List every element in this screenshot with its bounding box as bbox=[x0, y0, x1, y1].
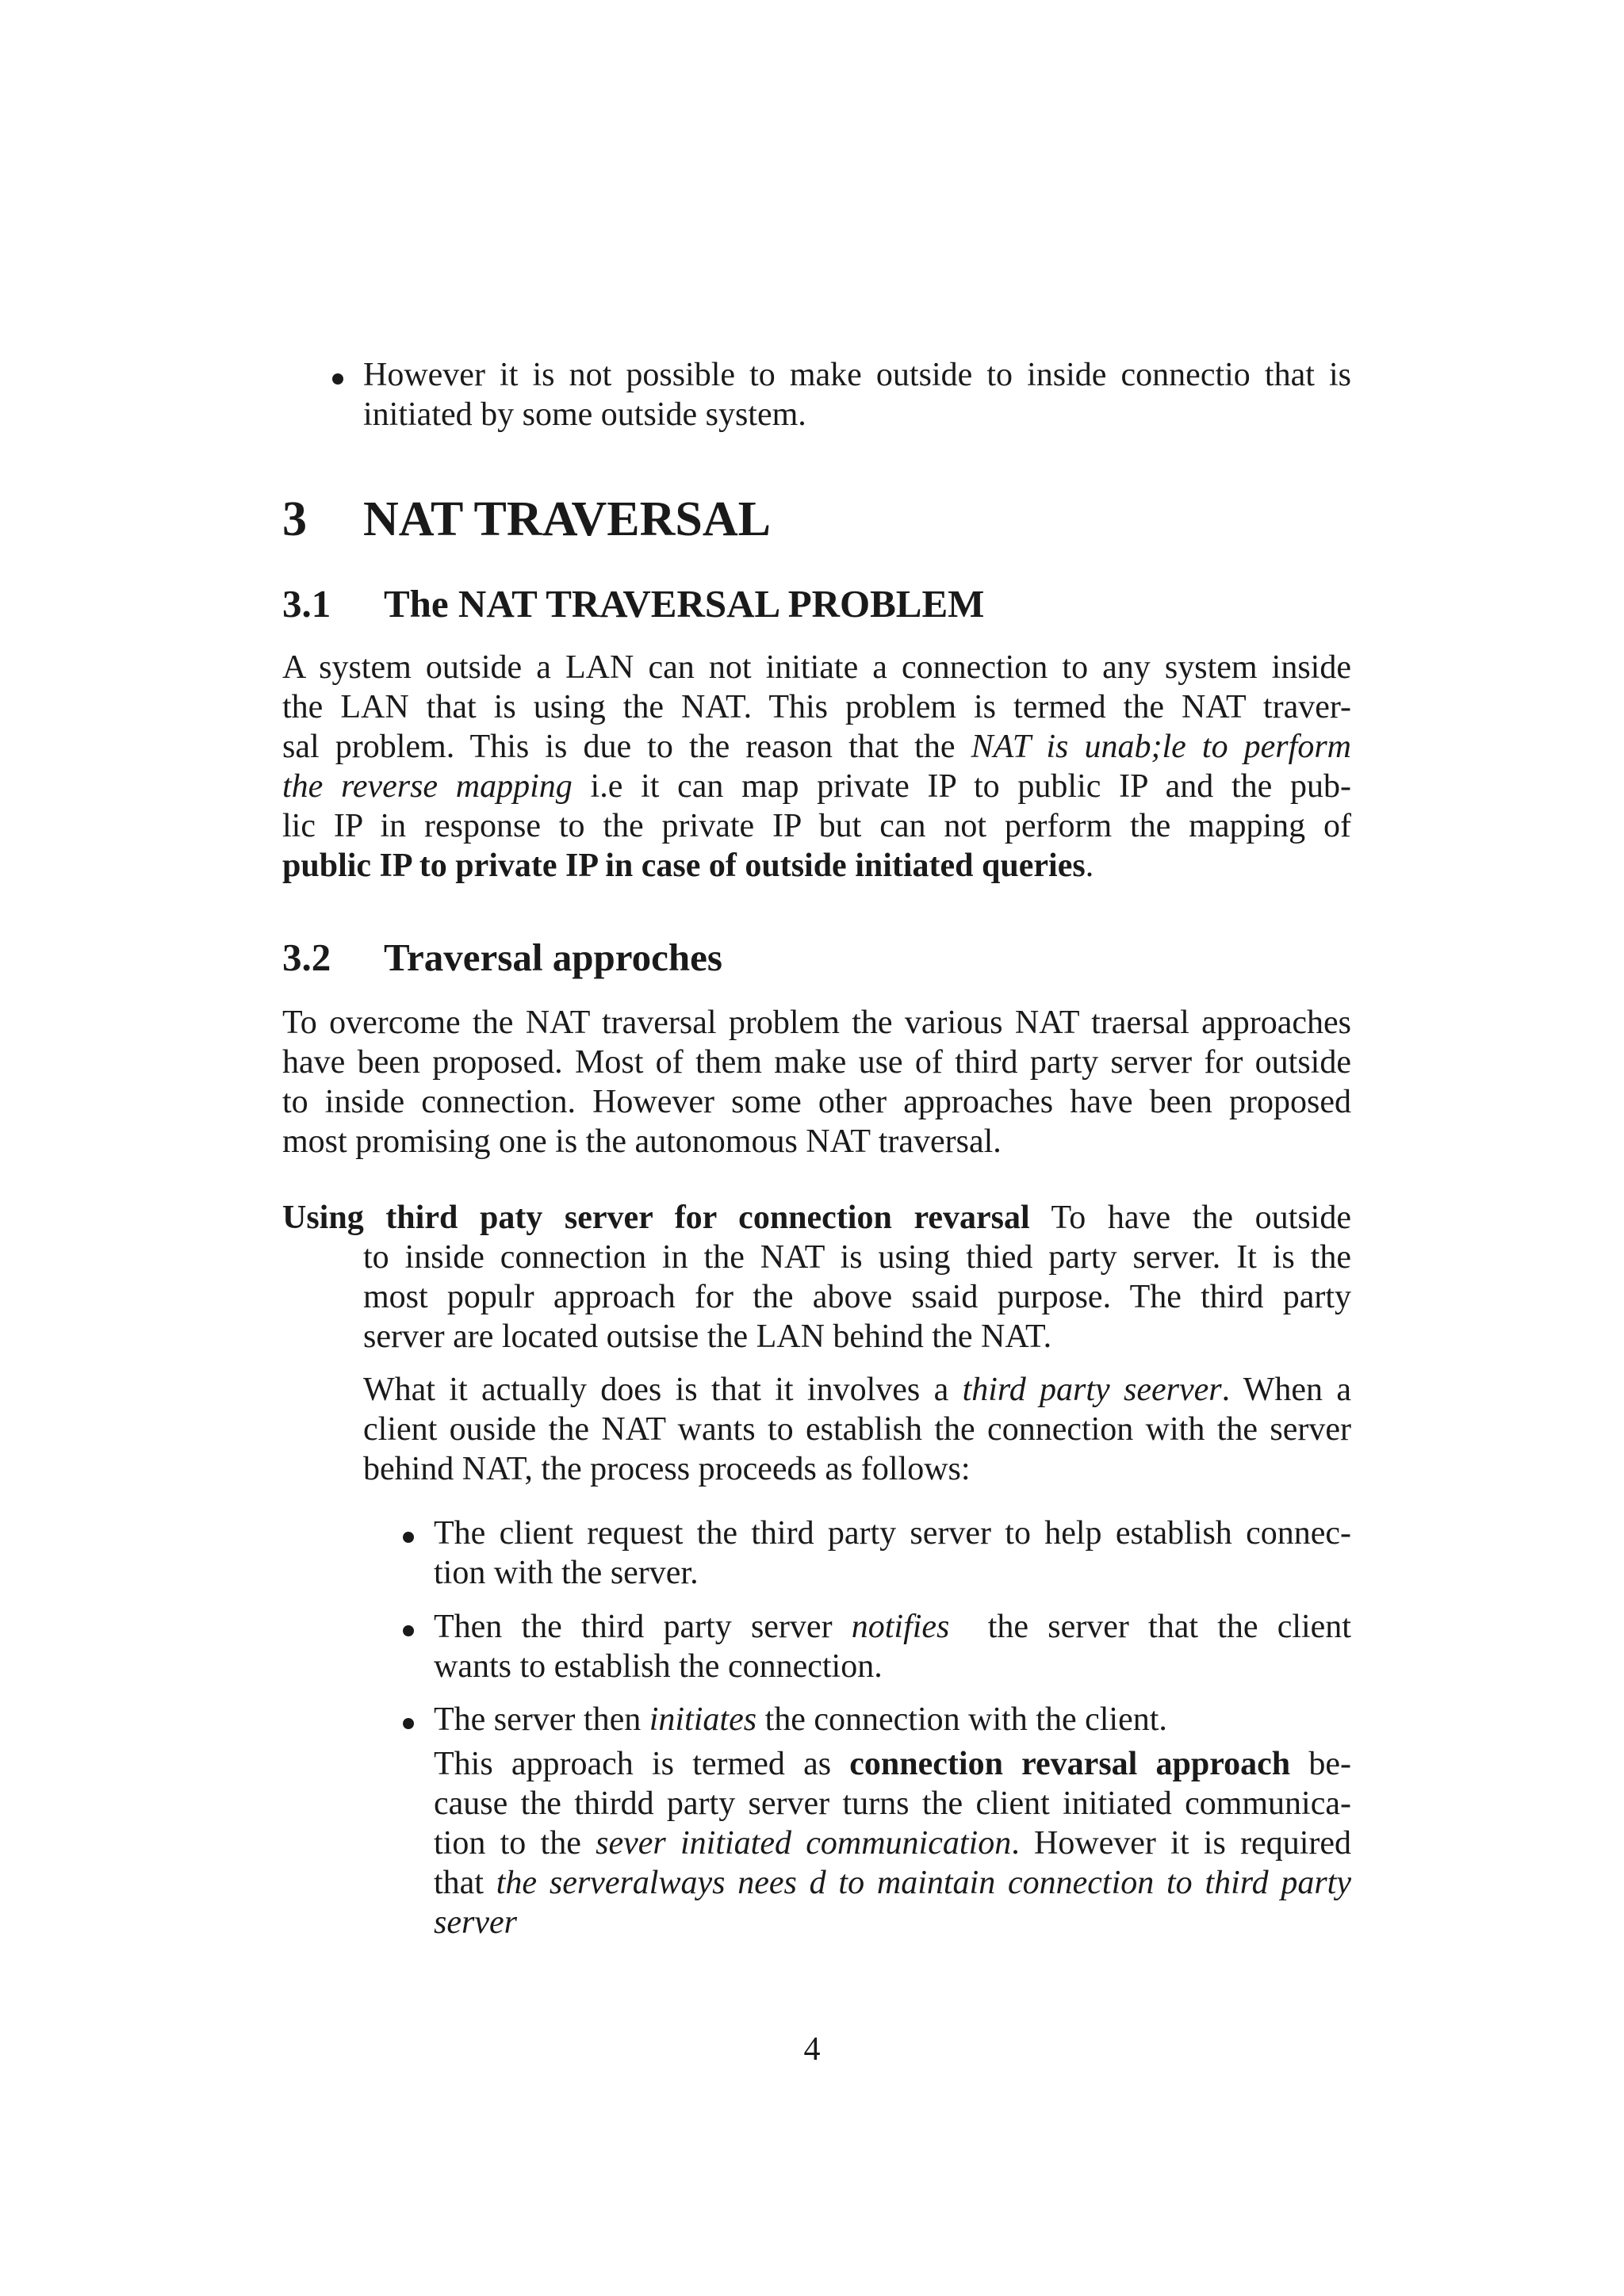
paragraph: A system outside a LAN can not initiate a connection to any system inside the LAN that is using the NAT. This problem is termed the NAT traver- sal problem. This is due to the reason that the NAT is unab;le to perform the reverse mapping i.e it can map private IP to public IP and the pub- lic IP in response to the private IP but can not perform the mapping of public IP to private IP in case of outside initiated queries. bbox=[282, 649, 1351, 884]
top-bullet-text: However it is not possible to make outside to inside connectio that is initiated by some outside system. bbox=[363, 357, 1351, 433]
step-item: Then the third party server notifies the server that the client wants to establish the connection. bbox=[434, 1609, 1351, 1685]
description-paragraph: What it actually does is that it involves a third party seerver. When a client ouside the NAT wants to establish the connection with the server behind NAT, the process proceeds as follows: bbox=[363, 1372, 1351, 1487]
bullet-icon bbox=[403, 1532, 414, 1543]
paragraph: To overcome the NAT traversal problem the various NAT traersal approaches have been proposed. Most of them make use of third party server for outside to inside connection. However some other approaches have been proposed most promising one is the autonomous NAT traversal. bbox=[282, 1004, 1351, 1160]
description-body: to inside connection in the NAT is using thied party server. It is the most populr approach for the above ssaid purpose. The third party server are located outsise the LAN behind the NAT. bbox=[363, 1239, 1351, 1355]
step-item: The server then initiates the connection with the client. bbox=[434, 1701, 1167, 1738]
description-item: Using third paty server for connection revarsal To have the outside bbox=[282, 1200, 1351, 1236]
bullet-icon bbox=[332, 373, 343, 385]
section-heading: 3 NAT TRAVERSAL bbox=[282, 492, 771, 546]
subsection-heading: 3.1 The NAT TRAVERSAL PROBLEM bbox=[282, 582, 985, 626]
step-item: The client request the third party server to help establish connec- tion with the server. bbox=[434, 1515, 1351, 1591]
page-number: 4 bbox=[803, 2031, 821, 2068]
closing-paragraph: This approach is termed as connection revarsal approach be- cause the thirdd party server turns the client initiated communica- tion to the sever initiated communication. However it is required that the serveralways nees d to maintain connection to third party server bbox=[434, 1746, 1352, 1941]
subsection-heading: 3.2 Traversal approches bbox=[282, 936, 722, 979]
bullet-icon bbox=[403, 1625, 414, 1636]
bullet-icon bbox=[403, 1718, 414, 1729]
